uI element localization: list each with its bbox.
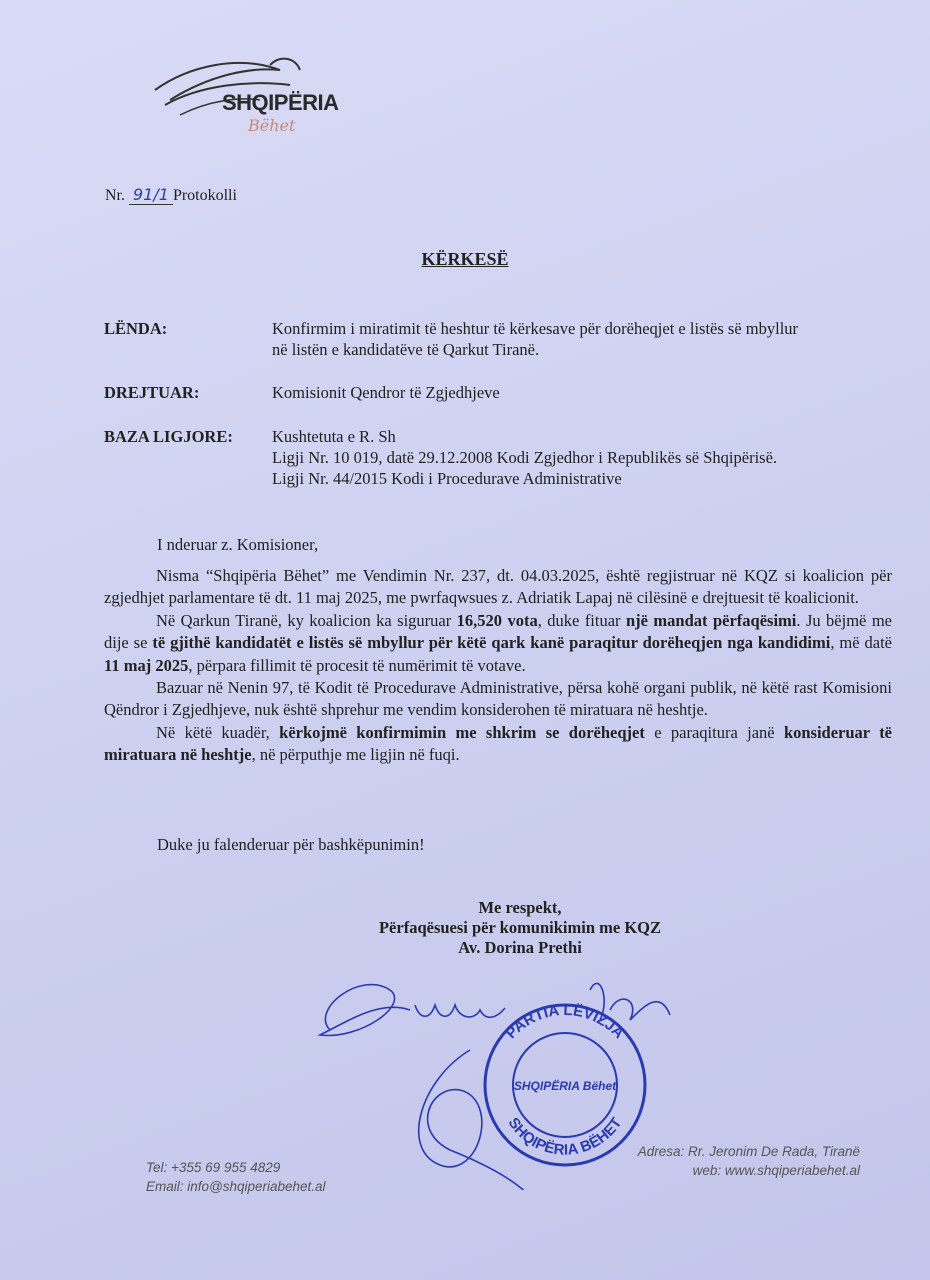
field-value: Ligji Nr. 10 019, datë 29.12.2008 Kodi Zgjedhor i Republikës së Shqipërisë.	[272, 448, 778, 467]
field-label: LËNDA:	[104, 319, 168, 338]
text: e paraqitura janë	[644, 722, 784, 742]
footer-address-line: Adresa: Rr. Jeronim De Rada, Tiranë	[637, 1144, 860, 1159]
text: , më datë	[830, 633, 892, 653]
text: Në këtë kuadër,	[156, 722, 280, 742]
letter-body	[104, 565, 892, 767]
footer-web: web: www.shqiperiabehet.al	[692, 1163, 860, 1178]
text: Në Qarkun Tiranë, ky koalicion ka siguruar	[156, 610, 457, 630]
field-value: Ligji Nr. 44/2015 Kodi i Procedurave Administrative	[272, 469, 622, 488]
bold-text: një mandat përfaqësimi	[626, 610, 797, 630]
protocol-handwritten-number: 91/1	[129, 185, 173, 205]
footer-phone: Tel: +355 69 955 4829	[146, 1160, 281, 1175]
footer-address	[638, 1142, 860, 1180]
bold-text: të gjithë kandidatët e listës së mbyllur për këtë qark kanë paraqitur dorëheqjen nga kandidimi	[152, 633, 831, 653]
bold-text: konsideruar të miratuara në heshtje	[104, 722, 893, 765]
field-value: Konfirmim i miratimit të heshtur të kërkesave për dorëheqjet e listës së mbyllur	[272, 319, 799, 338]
bold-text: kërkojmë konfirmimin me shkrim se dorëheqjet	[279, 722, 645, 742]
svg-text:SHQIPËRIA Bëhet: SHQIPËRIA Bëhet	[513, 1079, 617, 1093]
greeting: I nderuar z. Komisioner,	[157, 535, 319, 554]
field-value: Kushtetuta e R. Sh	[272, 427, 396, 446]
signature-block	[300, 898, 740, 958]
paragraph	[104, 722, 892, 767]
footer-contact	[146, 1158, 326, 1196]
text: . Ju bëjmë me dije se	[104, 610, 892, 653]
protocol-prefix: Nr.	[105, 187, 125, 204]
bold-text: 11 maj 2025	[104, 655, 189, 675]
svg-text:SHQIPËRIA BËHET: SHQIPËRIA BËHET	[504, 1114, 626, 1159]
footer-email: Email: info@shqiperiabehet.al	[146, 1179, 326, 1194]
field-value: në listën e kandidatëve të Qarkut Tiranë.	[272, 340, 540, 359]
paragraph	[104, 610, 892, 677]
svg-text:PARTIA LËVIZJA: PARTIA LËVIZJA	[502, 1001, 628, 1043]
document-title: KËRKESË	[421, 249, 509, 269]
text: , në përputhje me ligjin në fuqi.	[251, 745, 460, 765]
paragraph: Nisma “Shqipëria Bëhet” me Vendimin Nr. 237, dt. 04.03.2025, është regjistruar në KQZ si koalicion për zgjedhjet parlamentare të dt. 11 maj 2025, me pwrfaqwsues z. Adriatik Lapaj në cilësinë e drejtuesit të koalicionit.	[104, 566, 892, 608]
field-label: BAZA LIGJORE:	[104, 427, 233, 446]
protocol-suffix: Protokolli	[172, 187, 237, 204]
field-value: Komisionit Qendror të Zgjedhjeve	[272, 383, 500, 402]
text: , përpara fillimit të procesit të numërimit të votave.	[188, 655, 526, 675]
signature-name: Av. Dorina Prethi	[458, 938, 582, 957]
bold-text: 16,520 vota	[456, 610, 538, 630]
protocol-number	[105, 185, 237, 205]
signature-salutation: Me respekt,	[478, 898, 562, 917]
party-stamp-icon	[485, 1002, 645, 1165]
closing-line: Duke ju falenderuar për bashkëpunimin!	[157, 835, 425, 854]
logo-text: SHQIPËRIA	[222, 90, 339, 115]
logo-subtext: Bëhet	[248, 116, 296, 135]
paragraph: Bazuar në Nenin 97, të Kodit të Procedurave Administrative, përsa kohë organi publik, në këtë rast Komisioni Qëndror i Zgjedhjeve, nuk është shprehur me vendim konsiderohen të miratuara në heshtje.	[104, 678, 892, 720]
field-label: DREJTUAR:	[104, 383, 200, 402]
text: , duke fituar	[537, 610, 626, 630]
signature-role: Përfaqësuesi për komunikimin me KQZ	[378, 918, 662, 937]
